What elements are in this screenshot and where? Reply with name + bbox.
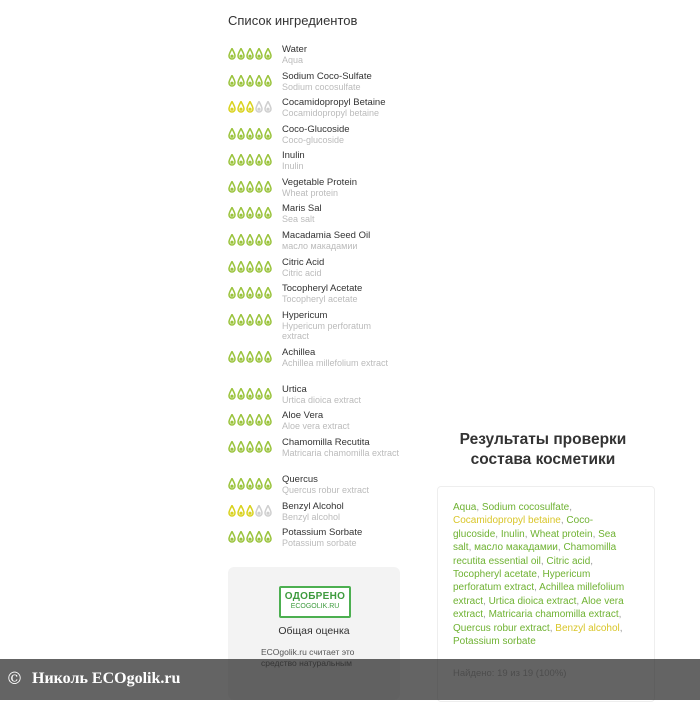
drop-icon — [228, 75, 236, 87]
stamp-top-text: ОДОБРЕНО — [284, 591, 346, 602]
ingredient-inci-name: Aqua — [282, 55, 304, 65]
drops-rating — [228, 314, 272, 326]
drop-icon — [264, 48, 272, 60]
drop-icon — [228, 234, 236, 246]
ingredient-inci-name: Coco-glucoside — [282, 135, 345, 145]
drop-icon — [264, 181, 272, 193]
drop-icon — [228, 287, 236, 299]
ingredient-name: Benzyl Alcohol — [282, 501, 344, 512]
ingredient-inci-name: Cocamidopropyl betaine — [282, 108, 380, 118]
drops-rating — [228, 414, 272, 426]
drop-icon — [246, 314, 254, 326]
ingredient-name: Urtica — [282, 384, 307, 395]
drop-icon — [228, 531, 236, 543]
drops-rating — [228, 261, 272, 273]
drops-rating — [228, 478, 272, 490]
score-description: ECOgolik.ru считает это — [261, 647, 355, 657]
ingredient-inci-name: Sodium cocosulfate — [282, 82, 361, 92]
result-ingredient: Sea salt — [453, 528, 616, 554]
drop-icon — [237, 441, 245, 453]
drop-icon — [246, 441, 254, 453]
drops-rating — [228, 505, 272, 517]
drop-icon — [246, 181, 254, 193]
drop-icon — [255, 181, 263, 193]
ingredient-name: Chamomilla Recutita — [282, 437, 370, 448]
drop-icon — [246, 287, 254, 299]
drops-rating — [228, 181, 272, 193]
result-ingredient: Quercus robur extract — [453, 622, 550, 634]
ingredient-inci-name: Citric acid — [282, 268, 322, 278]
drops-rating — [228, 75, 272, 87]
score-title: Общая оценка — [278, 625, 350, 637]
ingredient-name: Aloe Vera — [282, 410, 324, 421]
drop-icon — [237, 154, 245, 166]
drop-icon — [237, 261, 245, 273]
result-ingredient: Matricaria chamomilla extract — [488, 609, 619, 621]
drop-icon — [237, 531, 245, 543]
drop-icon — [237, 414, 245, 426]
ingredient-name: Maris Sal — [282, 203, 322, 214]
ingredient-name: Cocamidopropyl Betaine — [282, 97, 386, 108]
drop-icon — [228, 48, 236, 60]
ingredient-name: Vegetable Protein — [282, 177, 358, 188]
ingredient-name: Achillea — [282, 347, 316, 358]
result-ingredient: Urtica dioica extract — [488, 595, 577, 607]
drop-icon — [255, 261, 263, 273]
drop-icon — [237, 314, 245, 326]
ingredient-inci-name: Inulin — [282, 161, 304, 171]
result-ingredient: Cocamidopropyl betaine — [453, 515, 561, 527]
result-ingredient: Aloe vera extract — [453, 595, 624, 621]
ingredient-inci-name: Tocopheryl acetate — [282, 294, 358, 304]
ingredient-name: Quercus — [282, 474, 318, 485]
drop-icon — [246, 414, 254, 426]
drop-icon — [246, 234, 254, 246]
drop-icon — [255, 48, 263, 60]
drop-icon — [228, 441, 236, 453]
drop-icon — [237, 478, 245, 490]
drops-rating — [228, 207, 272, 219]
results-title: Результаты проверки состава косметики — [459, 431, 627, 468]
drop-icon — [255, 128, 263, 140]
result-ingredient: Hypericum perforatum extract — [453, 569, 591, 594]
ingredient-name: Inulin — [282, 150, 305, 161]
drop-icon — [228, 207, 236, 219]
drop-icon — [237, 207, 245, 219]
drop-icon — [228, 478, 236, 490]
ingredient-name: Water — [282, 44, 307, 55]
drop-icon — [264, 351, 272, 363]
drops-rating — [228, 388, 272, 400]
drop-icon — [228, 101, 236, 113]
drop-icon — [264, 207, 272, 219]
ingredient-inci-name: масло макадамии — [282, 241, 358, 251]
drop-icon — [237, 48, 245, 60]
drop-icon — [228, 351, 236, 363]
drop-icon — [228, 314, 236, 326]
drop-icon — [228, 414, 236, 426]
ingredient-inci-name: Benzyl alcohol — [282, 512, 341, 522]
drop-icon — [264, 261, 272, 273]
ingredient-inci-name: Potassium sorbate — [282, 538, 357, 548]
drops-rating — [228, 531, 272, 543]
drop-icon — [246, 48, 254, 60]
result-ingredient: Achillea millefolium extract — [453, 582, 625, 607]
drop-icon — [255, 505, 263, 517]
drop-icon — [264, 287, 272, 299]
drop-icon — [237, 101, 245, 113]
ingredient-inci-name: Quercus robur extract — [282, 485, 370, 495]
drops-rating — [228, 48, 272, 60]
drop-icon — [255, 101, 263, 113]
ingredient-inci-name: Sea salt — [282, 214, 315, 224]
ingredient-name: Coco-Glucoside — [282, 124, 350, 135]
drop-icon — [246, 101, 254, 113]
drop-icon — [264, 388, 272, 400]
ingredient-name: Sodium Coco-Sulfate — [282, 71, 372, 82]
ingredient-name: Citric Acid — [282, 257, 325, 268]
drop-icon — [228, 505, 236, 517]
drops-rating — [228, 154, 272, 166]
ingredients-title: Список ингредиентов — [228, 13, 358, 28]
ingredient-name: Potassium Sorbate — [282, 527, 363, 538]
drop-icon — [255, 234, 263, 246]
result-ingredient: Wheat protein — [530, 528, 593, 540]
drops-rating — [228, 287, 272, 299]
drop-icon — [237, 128, 245, 140]
drop-icon — [264, 128, 272, 140]
drop-icon — [246, 75, 254, 87]
drop-icon — [246, 261, 254, 273]
drop-icon — [255, 207, 263, 219]
drops-rating — [228, 351, 272, 363]
result-ingredient: Tocopheryl acetate — [453, 569, 537, 581]
drops-rating — [228, 234, 272, 246]
result-ingredient: Benzyl alcohol — [555, 622, 620, 634]
drop-icon — [246, 128, 254, 140]
drop-icon — [255, 314, 263, 326]
stamp-bottom-text: ECOGOLIK.RU — [290, 603, 340, 610]
drop-icon — [246, 505, 254, 517]
watermark-text: Николь ECOgolik.ru — [32, 670, 181, 687]
drop-icon — [255, 388, 263, 400]
drop-icon — [264, 234, 272, 246]
copyright-icon: © — [6, 669, 23, 689]
drop-icon — [228, 388, 236, 400]
drop-icon — [264, 101, 272, 113]
drop-icon — [237, 181, 245, 193]
result-ingredient: Citric acid — [546, 555, 591, 567]
drop-icon — [246, 478, 254, 490]
result-ingredient: Potassium sorbate — [453, 636, 536, 648]
result-ingredient: Sodium cocosulfate — [481, 502, 570, 513]
drop-icon — [255, 441, 263, 453]
drop-icon — [255, 414, 263, 426]
drop-icon — [264, 505, 272, 517]
drops-rating — [228, 101, 272, 113]
drop-icon — [228, 181, 236, 193]
drops-rating — [228, 441, 272, 453]
drop-icon — [228, 261, 236, 273]
drop-icon — [255, 478, 263, 490]
drop-icon — [264, 414, 272, 426]
drops-rating — [228, 128, 272, 140]
result-ingredient: Aqua — [453, 502, 477, 513]
watermark-bar — [0, 659, 700, 700]
result-ingredient: Inulin — [500, 528, 525, 540]
result-ingredient: Chamomilla recutita essential oil — [453, 542, 617, 567]
drop-icon — [246, 388, 254, 400]
drop-icon — [255, 531, 263, 543]
drop-icon — [264, 314, 272, 326]
ingredient-inci-name: Aloe vera extract — [282, 421, 350, 431]
ingredient-inci-name: Matricaria chamomilla extract — [282, 448, 400, 458]
drop-icon — [246, 351, 254, 363]
approved-stamp — [279, 586, 351, 618]
drop-icon — [264, 75, 272, 87]
drop-icon — [246, 154, 254, 166]
drop-icon — [246, 207, 254, 219]
drop-icon — [228, 154, 236, 166]
result-ingredient: Coco-glucoside — [453, 515, 594, 540]
drop-icon — [264, 441, 272, 453]
results-ingredient-list: Aqua, Sodium cocosulfate, Cocamidopropyl betaine, Coco-glucoside, Inulin, Wheat protein, Sea salt, масло макадамии, Chamomilla recutita essential oil, Citric acid, Tocopheryl acetate, Hypericum perforatum extract, Achillea millefolium extract, Urtica dioica extract, Aloe vera extract, Matricaria chamomilla extract, Quercus robur extract, Benzyl alcohol, Potassium sorbate — [453, 502, 625, 648]
result-ingredient: масло макадамии — [474, 542, 558, 554]
drop-icon — [264, 531, 272, 543]
drop-icon — [255, 351, 263, 363]
drop-icon — [237, 287, 245, 299]
ingredient-name: Tocopheryl Acetate — [282, 283, 363, 294]
drop-icon — [264, 478, 272, 490]
ingredient-name: Hypericum — [282, 310, 328, 321]
ingredient-name: Macadamia Seed Oil — [282, 230, 371, 241]
drop-icon — [237, 75, 245, 87]
drop-icon — [237, 505, 245, 517]
drop-icon — [255, 287, 263, 299]
drop-icon — [246, 531, 254, 543]
ingredient-inci-name: Wheat protein — [282, 188, 339, 198]
drop-icon — [228, 128, 236, 140]
drop-icon — [255, 154, 263, 166]
drop-icon — [237, 234, 245, 246]
drop-icon — [237, 351, 245, 363]
drop-icon — [264, 154, 272, 166]
ingredient-inci-name: Hypericum perforatum extract — [282, 321, 372, 341]
ingredient-inci-name: Urtica dioica extract — [282, 395, 362, 405]
drop-icon — [237, 388, 245, 400]
ingredient-inci-name: Achillea millefolium extract — [282, 358, 389, 368]
drop-icon — [255, 75, 263, 87]
